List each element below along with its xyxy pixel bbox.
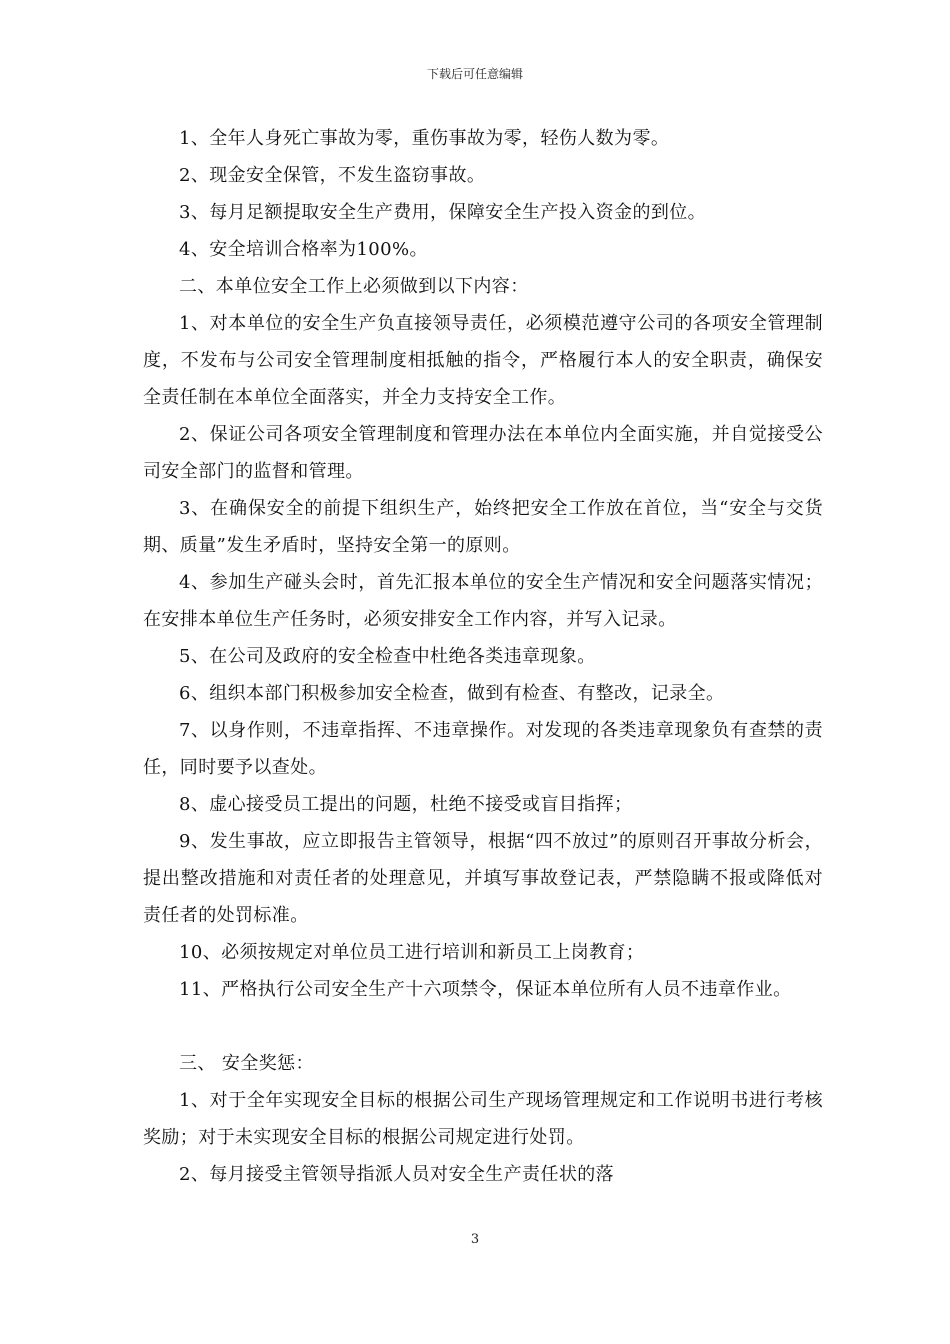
paragraph-gap: [143, 1008, 823, 1045]
paragraph-7: 2、保证公司各项安全管理制度和管理办法在本单位内全面实施，并自觉接受公司安全部门的监督和管理。: [143, 424, 823, 482]
section-heading-2: 二、本单位安全工作上必须做到以下内容：: [179, 276, 529, 297]
paragraph-9: 4、参加生产碰头会时，首先汇报本单位的安全生产情况和安全问题落实情况；在安排本单位生产任务时，必须安排安全工作内容，并写入记录。: [143, 572, 823, 630]
document-body: [143, 120, 823, 1193]
page-number: 3: [470, 1232, 480, 1247]
paragraph-14: 9、发生事故，应立即报告主管领导，根据“四不放过”的原则召开事故分析会，提出整改措施和对责任者的处理意见，并填写事故登记表，严禁隐瞒不报或降低对责任者的处罚标准。: [143, 831, 823, 926]
paragraph-4: 4、安全培训合格率为100%。: [179, 239, 428, 260]
paragraph-10: 5、在公司及政府的安全检查中杜绝各类违章现象。: [179, 646, 596, 667]
paragraph-13: 8、虚心接受员工提出的问题，杜绝不接受或盲目指挥；: [179, 794, 633, 815]
paragraph-1: 1、全年人身死亡事故为零，重伤事故为零，轻伤人数为零。: [179, 128, 670, 149]
paragraph-2: 2、现金安全保管，不发生盗窃事故。: [179, 165, 486, 186]
paragraph-12: 7、以身作则，不违章指挥、不违章操作。对发现的各类违章现象负有查禁的责任，同时要予以查处。: [143, 720, 823, 778]
paragraph-3: 3、每月足额提取安全生产费用，保障安全生产投入资金的到位。: [179, 202, 707, 223]
header-note: 下载后可任意编辑: [426, 67, 523, 81]
paragraph-15: 10、必须按规定对单位员工进行培训和新员工上岗教育；: [179, 942, 645, 963]
paragraph-11: 6、组织本部门积极参加安全检查，做到有检查、有整改，记录全。: [179, 683, 725, 704]
section-heading-3: 三、 安全奖惩：: [179, 1053, 314, 1074]
paragraph-18: 1、对于全年实现安全目标的根据公司生产现场管理规定和工作说明书进行考核奖励；对于未实现安全目标的根据公司规定进行处罚。: [143, 1090, 823, 1148]
paragraph-16: 11、严格执行公司安全生产十六项禁令，保证本单位所有人员不违章作业。: [179, 979, 792, 1000]
paragraph-19: 2、每月接受主管领导指派人员对安全生产责任状的落: [179, 1164, 615, 1185]
paragraph-6: 1、对本单位的安全生产负直接领导责任，必须模范遵守公司的各项安全管理制度，不发布与公司安全管理制度相抵触的指令，严格履行本人的安全职责，确保安全责任制在本单位全面落实，并全力支持安全工作。: [143, 313, 823, 408]
paragraph-8: 3、在确保安全的前提下组织生产，始终把安全工作放在首位，当“安全与交货期、质量”发生矛盾时，坚持安全第一的原则。: [143, 498, 823, 556]
